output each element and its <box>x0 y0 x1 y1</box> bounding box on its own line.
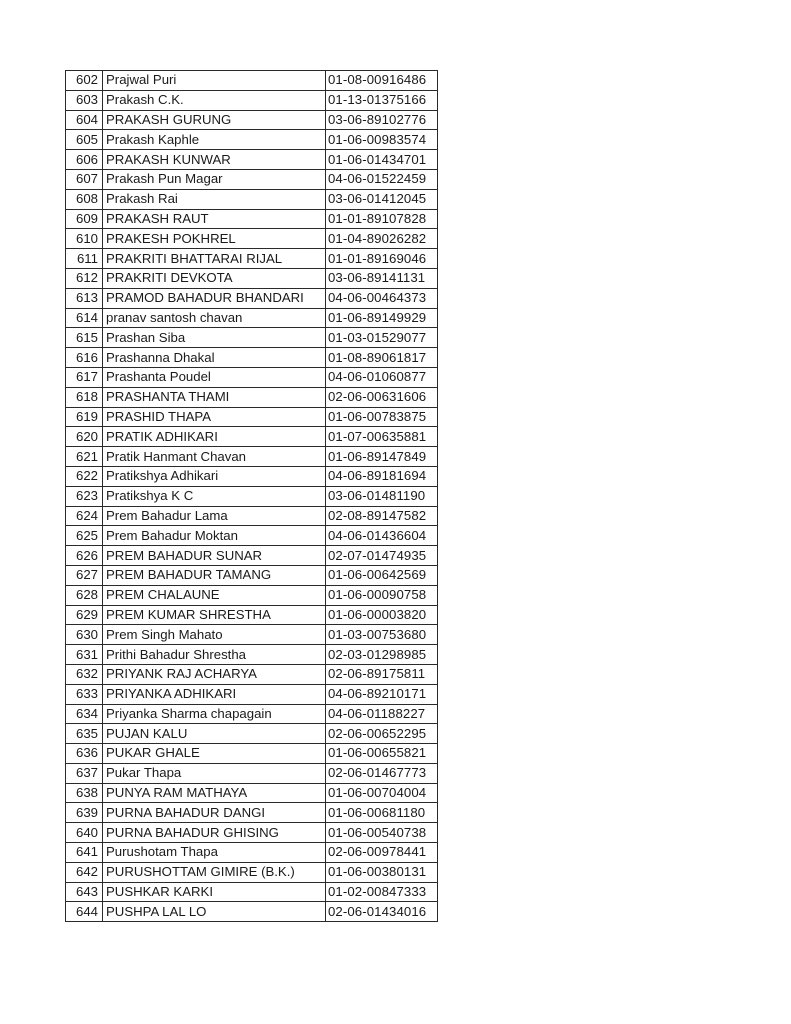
table-row <box>66 724 438 744</box>
serial-number-cell: 620 <box>66 427 103 447</box>
id-number-cell: 01-01-89169046 <box>326 249 438 269</box>
serial-number-cell: 606 <box>66 150 103 170</box>
serial-number-cell: 643 <box>66 882 103 902</box>
id-number-cell: 01-06-00090758 <box>326 585 438 605</box>
name-cell: PREM CHALAUNE <box>103 585 326 605</box>
table-row <box>66 466 438 486</box>
table-row <box>66 546 438 566</box>
table-row <box>66 585 438 605</box>
name-cell: PREM BAHADUR SUNAR <box>103 546 326 566</box>
serial-number-cell: 632 <box>66 664 103 684</box>
serial-number-cell: 621 <box>66 447 103 467</box>
name-cell: Pratikshya Adhikari <box>103 466 326 486</box>
name-cell: Priyanka Sharma chapagain <box>103 704 326 724</box>
table-row <box>66 684 438 704</box>
table-row <box>66 407 438 427</box>
name-cell: PURUSHOTTAM GIMIRE (B.K.) <box>103 862 326 882</box>
name-cell: PUSHKAR KARKI <box>103 882 326 902</box>
id-number-cell: 02-03-01298985 <box>326 645 438 665</box>
id-number-cell: 04-06-01060877 <box>326 367 438 387</box>
serial-number-cell: 633 <box>66 684 103 704</box>
id-number-cell: 03-06-89102776 <box>326 110 438 130</box>
table-row <box>66 150 438 170</box>
table-row <box>66 605 438 625</box>
id-number-cell: 01-06-00681180 <box>326 803 438 823</box>
id-number-cell: 01-06-00704004 <box>326 783 438 803</box>
table-row <box>66 486 438 506</box>
serial-number-cell: 605 <box>66 130 103 150</box>
id-number-cell: 01-06-00642569 <box>326 565 438 585</box>
table-row <box>66 348 438 368</box>
id-number-cell: 01-04-89026282 <box>326 229 438 249</box>
name-cell: PRIYANK RAJ ACHARYA <box>103 664 326 684</box>
name-cell: Prithi Bahadur Shrestha <box>103 645 326 665</box>
name-cell: PREM BAHADUR TAMANG <box>103 565 326 585</box>
serial-number-cell: 641 <box>66 843 103 863</box>
id-number-cell: 01-06-00003820 <box>326 605 438 625</box>
serial-number-cell: 619 <box>66 407 103 427</box>
id-number-cell: 02-06-00631606 <box>326 387 438 407</box>
id-number-cell: 02-06-01467773 <box>326 763 438 783</box>
id-number-cell: 04-06-89181694 <box>326 466 438 486</box>
serial-number-cell: 628 <box>66 585 103 605</box>
id-number-cell: 01-01-89107828 <box>326 209 438 229</box>
serial-number-cell: 611 <box>66 249 103 269</box>
table-row <box>66 783 438 803</box>
name-list-table <box>65 70 438 922</box>
table-row <box>66 229 438 249</box>
serial-number-cell: 617 <box>66 367 103 387</box>
name-cell: Pratik Hanmant Chavan <box>103 447 326 467</box>
id-number-cell: 02-06-00652295 <box>326 724 438 744</box>
id-number-cell: 01-06-00380131 <box>326 862 438 882</box>
name-cell: Prashan Siba <box>103 328 326 348</box>
id-number-cell: 02-07-01474935 <box>326 546 438 566</box>
table-row <box>66 526 438 546</box>
table-row <box>66 763 438 783</box>
id-number-cell: 01-07-00635881 <box>326 427 438 447</box>
table-row <box>66 843 438 863</box>
serial-number-cell: 634 <box>66 704 103 724</box>
table-row <box>66 625 438 645</box>
table-row <box>66 862 438 882</box>
serial-number-cell: 630 <box>66 625 103 645</box>
serial-number-cell: 615 <box>66 328 103 348</box>
id-number-cell: 03-06-89141131 <box>326 268 438 288</box>
table-row <box>66 209 438 229</box>
table-row <box>66 427 438 447</box>
serial-number-cell: 623 <box>66 486 103 506</box>
name-cell: PURNA BAHADUR DANGI <box>103 803 326 823</box>
serial-number-cell: 602 <box>66 71 103 91</box>
id-number-cell: 01-06-00783875 <box>326 407 438 427</box>
id-number-cell: 02-06-00978441 <box>326 843 438 863</box>
name-cell: Prajwal Puri <box>103 71 326 91</box>
table-row <box>66 189 438 209</box>
serial-number-cell: 624 <box>66 506 103 526</box>
name-cell: PUJAN KALU <box>103 724 326 744</box>
id-number-cell: 04-06-00464373 <box>326 288 438 308</box>
serial-number-cell: 613 <box>66 288 103 308</box>
name-cell: Prem Bahadur Moktan <box>103 526 326 546</box>
name-cell: PRAKRITI BHATTARAI RIJAL <box>103 249 326 269</box>
name-cell: PRATIK ADHIKARI <box>103 427 326 447</box>
name-cell: Prashanta Poudel <box>103 367 326 387</box>
id-number-cell: 04-06-01436604 <box>326 526 438 546</box>
id-number-cell: 04-06-01188227 <box>326 704 438 724</box>
serial-number-cell: 626 <box>66 546 103 566</box>
table-row <box>66 803 438 823</box>
id-number-cell: 01-13-01375166 <box>326 90 438 110</box>
table-row <box>66 823 438 843</box>
name-cell: Prem Singh Mahato <box>103 625 326 645</box>
serial-number-cell: 612 <box>66 268 103 288</box>
name-cell: Pratikshya K C <box>103 486 326 506</box>
name-cell: Prakash Rai <box>103 189 326 209</box>
id-number-cell: 03-06-01481190 <box>326 486 438 506</box>
table-row <box>66 268 438 288</box>
id-number-cell: 01-08-89061817 <box>326 348 438 368</box>
id-number-cell: 02-06-89175811 <box>326 664 438 684</box>
id-number-cell: 02-08-89147582 <box>326 506 438 526</box>
serial-number-cell: 644 <box>66 902 103 922</box>
table-row <box>66 328 438 348</box>
serial-number-cell: 616 <box>66 348 103 368</box>
name-cell: PUKAR GHALE <box>103 744 326 764</box>
serial-number-cell: 640 <box>66 823 103 843</box>
serial-number-cell: 627 <box>66 565 103 585</box>
serial-number-cell: 622 <box>66 466 103 486</box>
table-row <box>66 664 438 684</box>
name-cell: PUSHPA LAL LO <box>103 902 326 922</box>
name-cell: PUNYA RAM MATHAYA <box>103 783 326 803</box>
id-number-cell: 01-06-00983574 <box>326 130 438 150</box>
id-number-cell: 01-06-00655821 <box>326 744 438 764</box>
id-number-cell: 01-06-89147849 <box>326 447 438 467</box>
name-cell: Purushotam Thapa <box>103 843 326 863</box>
table-row <box>66 882 438 902</box>
name-cell: PRAKRITI DEVKOTA <box>103 268 326 288</box>
table-row <box>66 447 438 467</box>
table-row <box>66 169 438 189</box>
id-number-cell: 01-06-01434701 <box>326 150 438 170</box>
name-cell: Prakash Kaphle <box>103 130 326 150</box>
name-cell: pranav santosh chavan <box>103 308 326 328</box>
serial-number-cell: 629 <box>66 605 103 625</box>
table-row <box>66 71 438 91</box>
table-row <box>66 308 438 328</box>
serial-number-cell: 636 <box>66 744 103 764</box>
serial-number-cell: 607 <box>66 169 103 189</box>
table-row <box>66 387 438 407</box>
serial-number-cell: 631 <box>66 645 103 665</box>
serial-number-cell: 642 <box>66 862 103 882</box>
name-cell: Pukar Thapa <box>103 763 326 783</box>
serial-number-cell: 609 <box>66 209 103 229</box>
name-cell: Prem Bahadur Lama <box>103 506 326 526</box>
serial-number-cell: 608 <box>66 189 103 209</box>
name-cell: PRASHANTA THAMI <box>103 387 326 407</box>
table-row <box>66 110 438 130</box>
serial-number-cell: 614 <box>66 308 103 328</box>
id-number-cell: 01-06-00540738 <box>326 823 438 843</box>
name-cell: PRAKASH KUNWAR <box>103 150 326 170</box>
serial-number-cell: 638 <box>66 783 103 803</box>
table-row <box>66 565 438 585</box>
name-cell: PRAKASH GURUNG <box>103 110 326 130</box>
id-number-cell: 02-06-01434016 <box>326 902 438 922</box>
id-number-cell: 01-02-00847333 <box>326 882 438 902</box>
serial-number-cell: 618 <box>66 387 103 407</box>
name-cell: PRIYANKA ADHIKARI <box>103 684 326 704</box>
table-row <box>66 704 438 724</box>
id-number-cell: 01-03-00753680 <box>326 625 438 645</box>
name-cell: PRAKASH RAUT <box>103 209 326 229</box>
table-row <box>66 249 438 269</box>
serial-number-cell: 639 <box>66 803 103 823</box>
serial-number-cell: 604 <box>66 110 103 130</box>
serial-number-cell: 635 <box>66 724 103 744</box>
id-number-cell: 01-08-00916486 <box>326 71 438 91</box>
serial-number-cell: 637 <box>66 763 103 783</box>
table-row <box>66 288 438 308</box>
name-cell: Prashanna Dhakal <box>103 348 326 368</box>
name-cell: PRAKESH POKHREL <box>103 229 326 249</box>
id-number-cell: 01-03-01529077 <box>326 328 438 348</box>
serial-number-cell: 625 <box>66 526 103 546</box>
name-cell: PRAMOD BAHADUR BHANDARI <box>103 288 326 308</box>
serial-number-cell: 603 <box>66 90 103 110</box>
table-row <box>66 645 438 665</box>
name-cell: PURNA BAHADUR GHISING <box>103 823 326 843</box>
name-cell: Prakash C.K. <box>103 90 326 110</box>
id-number-cell: 04-06-01522459 <box>326 169 438 189</box>
name-cell: PRASHID THAPA <box>103 407 326 427</box>
name-cell: PREM KUMAR SHRESTHA <box>103 605 326 625</box>
table-row <box>66 367 438 387</box>
id-number-cell: 01-06-89149929 <box>326 308 438 328</box>
table-row <box>66 90 438 110</box>
table-row <box>66 130 438 150</box>
id-number-cell: 04-06-89210171 <box>326 684 438 704</box>
table-row <box>66 902 438 922</box>
id-number-cell: 03-06-01412045 <box>326 189 438 209</box>
table-row <box>66 744 438 764</box>
name-list-table-body <box>66 71 438 922</box>
table-row <box>66 506 438 526</box>
name-cell: Prakash Pun Magar <box>103 169 326 189</box>
serial-number-cell: 610 <box>66 229 103 249</box>
